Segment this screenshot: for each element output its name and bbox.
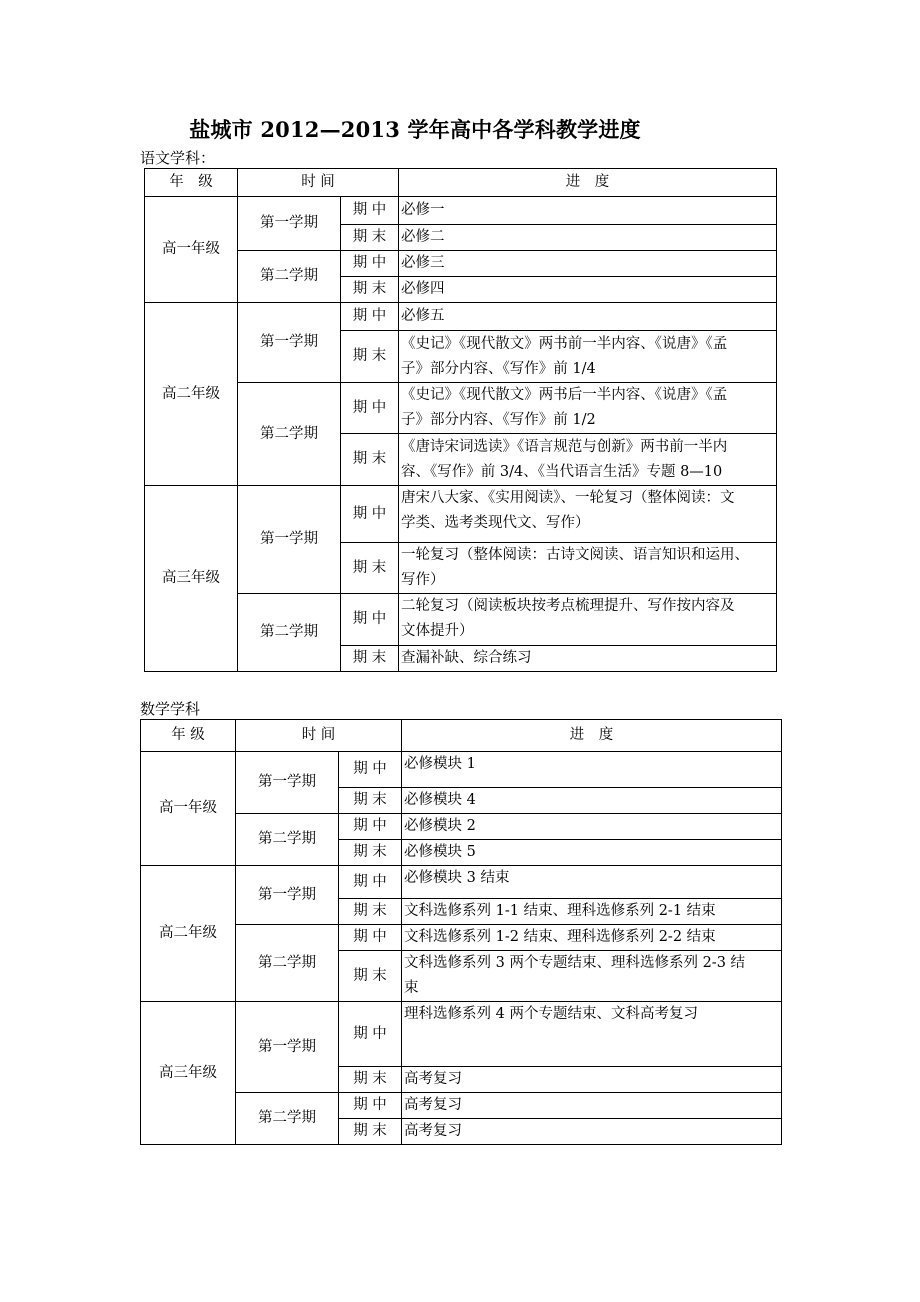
period-cell: 期 末 <box>341 434 399 486</box>
period-cell: 期 中 <box>341 197 399 225</box>
period-cell: 期 末 <box>339 1119 402 1145</box>
page-title: 盐城市 2012—2013 学年高中各学科教学进度 <box>189 117 641 142</box>
progress-line: 束 <box>404 980 419 996</box>
progress-line: 文体提升） <box>401 623 474 639</box>
period-cell: 期 中 <box>341 303 399 331</box>
period-cell: 期 末 <box>341 543 399 594</box>
term-cell: 第二学期 <box>236 925 339 1002</box>
progress-cell: 必修模块 5 <box>402 840 782 866</box>
progress-cell <box>402 951 782 1002</box>
period-cell: 期 中 <box>339 925 402 951</box>
progress-cell: 必修模块 1 <box>402 752 782 788</box>
period-cell: 期 末 <box>339 951 402 1002</box>
period-cell: 期 末 <box>341 646 399 672</box>
period-cell: 期 末 <box>339 1067 402 1093</box>
period-cell: 期 中 <box>339 866 402 899</box>
term-cell: 第二学期 <box>238 594 341 672</box>
progress-cell: 文科选修系列 1-2 结束、理科选修系列 2-2 结束 <box>402 925 782 951</box>
term-cell: 第一学期 <box>238 197 341 251</box>
header-time: 时 间 <box>238 169 399 197</box>
grade-cell: 高三年级 <box>145 486 238 672</box>
progress-cell: 必修四 <box>399 277 777 303</box>
progress-cell: 高考复习 <box>402 1067 782 1093</box>
progress-line: 《史记》《现代散文》两书后一半内容、《说唐》《孟 <box>401 387 728 403</box>
progress-cell: 理科选修系列 4 两个专题结束、文科高考复习 <box>402 1002 782 1067</box>
progress-cell <box>399 543 777 594</box>
period-cell: 期 末 <box>339 788 402 814</box>
progress-cell: 必修二 <box>399 225 777 251</box>
progress-cell: 文科选修系列 1-1 结束、理科选修系列 2-1 结束 <box>402 899 782 925</box>
progress-cell: 必修一 <box>399 197 777 225</box>
header-time: 时 间 <box>236 720 402 752</box>
progress-cell: 必修五 <box>399 303 777 331</box>
term-cell: 第二学期 <box>236 814 339 866</box>
period-cell: 期 中 <box>341 486 399 543</box>
chinese-section-label: 语文学科： <box>140 149 216 167</box>
progress-line: 子》部分内容、《写作》前 1/4 <box>401 360 596 377</box>
grade-cell: 高一年级 <box>145 197 238 303</box>
period-cell: 期 中 <box>341 594 399 646</box>
progress-line: 二轮复习（阅读板块按考点梳理提升、写作按内容及 <box>401 598 735 614</box>
progress-cell: 必修三 <box>399 251 777 277</box>
math-schedule-table <box>140 719 782 1145</box>
term-cell: 第一学期 <box>236 1002 339 1093</box>
period-cell: 期 末 <box>339 899 402 925</box>
period-cell: 期 中 <box>339 814 402 840</box>
progress-line: 容、《写作》前 3/4、《当代语言生活》专题 8—10 <box>401 463 723 480</box>
progress-cell: 高考复习 <box>402 1119 782 1145</box>
term-cell: 第一学期 <box>236 752 339 814</box>
progress-line: 子》部分内容、《写作》前 1/2 <box>401 412 596 428</box>
header-progress: 进 度 <box>402 720 782 752</box>
progress-cell <box>399 594 777 646</box>
period-cell: 期 中 <box>339 752 402 788</box>
term-cell: 第一学期 <box>238 486 341 594</box>
term-cell: 第二学期 <box>238 383 341 486</box>
progress-line: 学类、选考类现代文、写作） <box>401 515 590 531</box>
header-grade: 年 级 <box>145 169 238 197</box>
term-cell: 第二学期 <box>238 251 341 303</box>
grade-cell: 高二年级 <box>145 303 238 486</box>
progress-cell <box>399 434 777 486</box>
progress-cell: 必修模块 2 <box>402 814 782 840</box>
progress-cell <box>399 486 777 543</box>
term-cell: 第二学期 <box>236 1093 339 1145</box>
header-grade: 年 级 <box>141 720 236 752</box>
period-cell: 期 中 <box>341 251 399 277</box>
progress-cell: 查漏补缺、综合练习 <box>399 646 777 672</box>
progress-cell <box>399 331 777 383</box>
math-section-label: 数学学科 <box>140 700 201 718</box>
progress-line: 唐宋八大家、《实用阅读》、一轮复习（整体阅读：文 <box>401 490 735 506</box>
progress-line: 文科选修系列 3 两个专题结束、理科选修系列 2-3 结 <box>404 955 746 971</box>
period-cell: 期 中 <box>339 1093 402 1119</box>
progress-line: 《史记》《现代散文》两书前一半内容、《说唐》《孟 <box>401 335 728 352</box>
period-cell: 期 末 <box>341 277 399 303</box>
progress-cell <box>399 383 777 434</box>
period-cell: 期 末 <box>339 840 402 866</box>
chinese-schedule-table <box>144 168 777 672</box>
term-cell: 第一学期 <box>236 866 339 925</box>
period-cell: 期 中 <box>339 1002 402 1067</box>
progress-line: 一轮复习（整体阅读：古诗文阅读、语言知识和运用、 <box>401 547 750 563</box>
period-cell: 期 末 <box>341 331 399 383</box>
progress-cell: 高考复习 <box>402 1093 782 1119</box>
grade-cell: 高二年级 <box>141 866 236 1002</box>
header-progress: 进 度 <box>399 169 777 197</box>
progress-line: 《唐诗宋词选读》《语言规范与创新》两书前一半内 <box>401 438 728 455</box>
progress-cell: 必修模块 4 <box>402 788 782 814</box>
term-cell: 第一学期 <box>238 303 341 383</box>
progress-cell: 必修模块 3 结束 <box>402 866 782 899</box>
grade-cell: 高一年级 <box>141 752 236 866</box>
grade-cell: 高三年级 <box>141 1002 236 1145</box>
period-cell: 期 中 <box>341 383 399 434</box>
progress-line: 写作） <box>401 572 445 588</box>
period-cell: 期 末 <box>341 225 399 251</box>
